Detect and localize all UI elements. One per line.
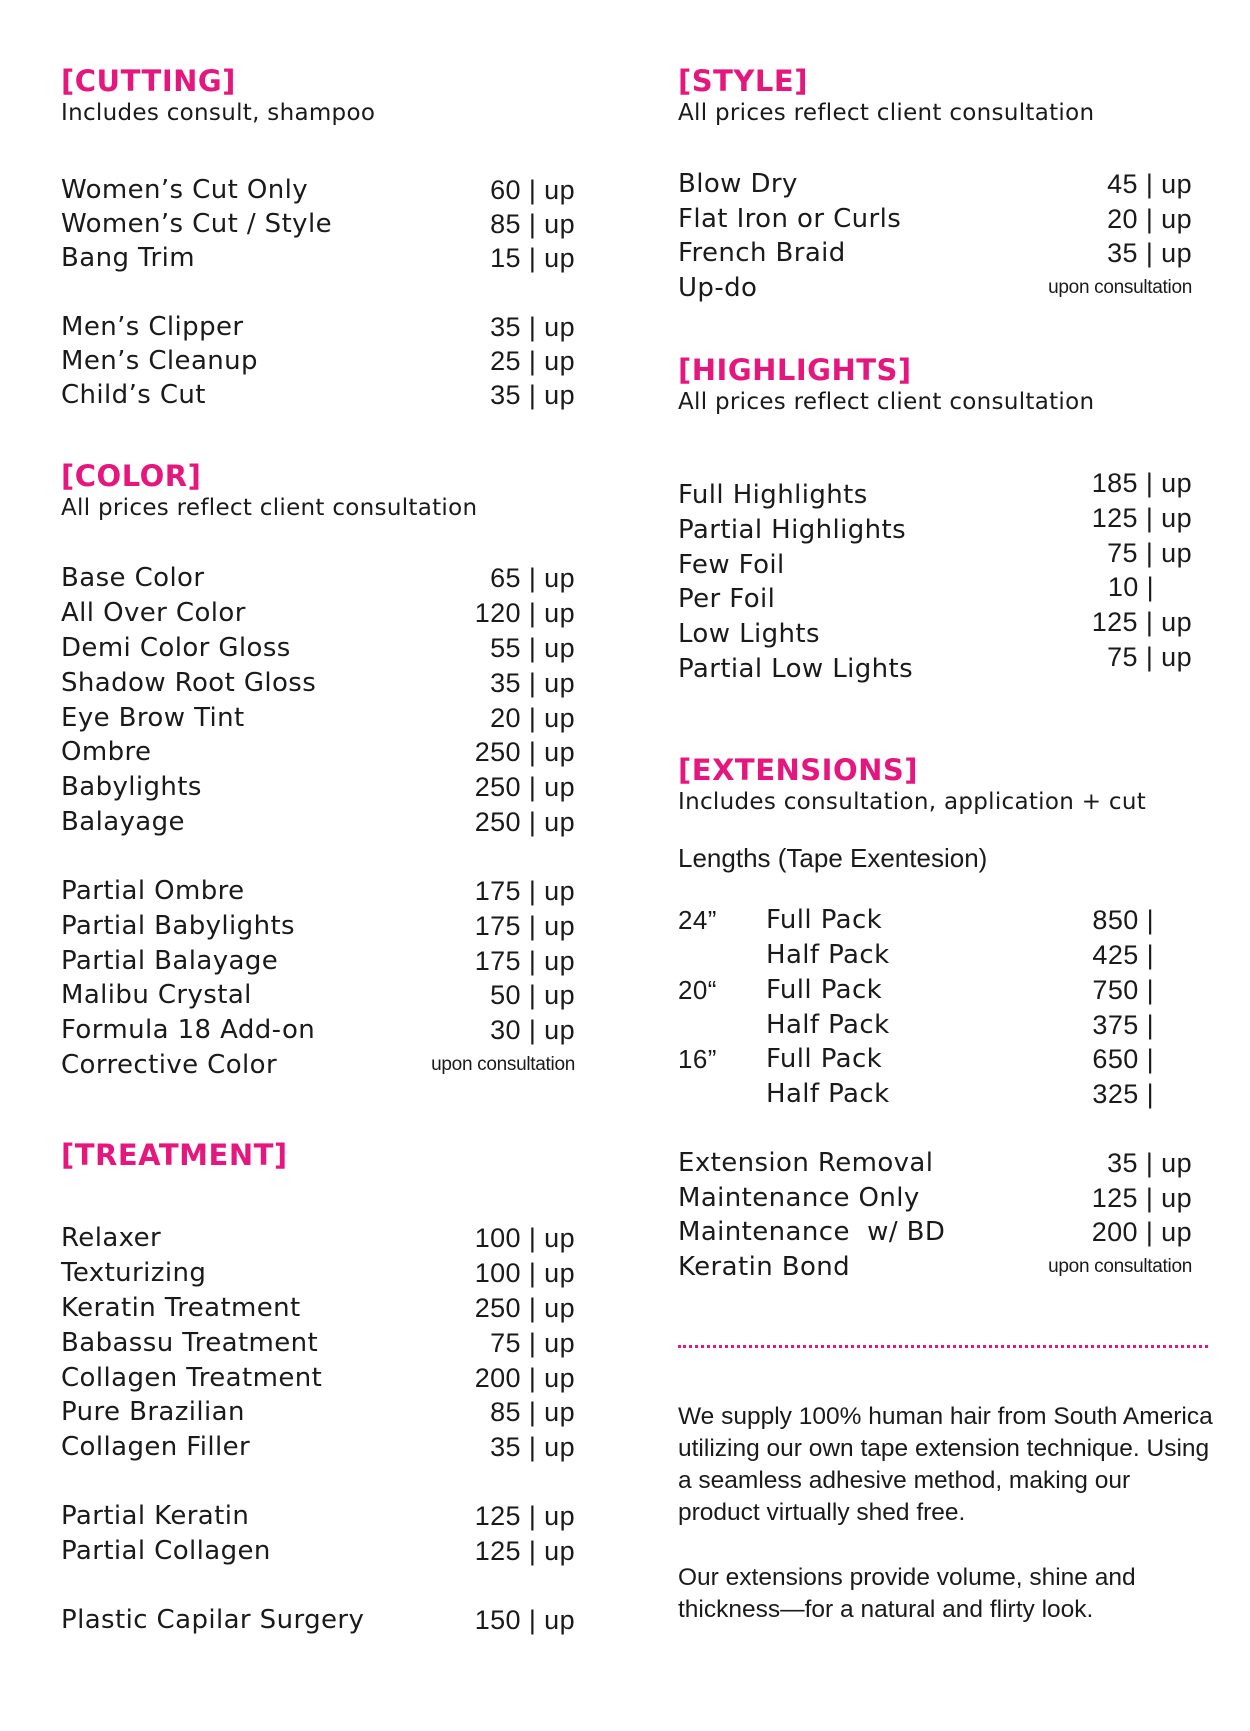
item-price: 125 | up [1091,607,1192,637]
list-item [61,1395,575,1429]
item-price: 20 | up [1107,204,1192,234]
pack-price: 425 | [1092,940,1154,970]
item-price: 25 | up [490,346,575,376]
pack-price: 325 | [1092,1079,1154,1109]
item-name: Extension Removal [678,1148,934,1178]
item-name: Babassu Treatment [61,1328,319,1358]
item-name: Partial Babylights [61,911,296,941]
item-price: upon consultation [1048,1256,1192,1277]
item-price: 200 | up [1091,1217,1192,1247]
table-row [678,903,1154,937]
item-price: 250 | up [474,772,575,802]
item-price: 85 | up [490,1397,575,1427]
item-name: Bang Trim [61,243,195,273]
item-price: 250 | up [474,807,575,837]
list-item [678,271,1192,305]
item-name: Men’s Cleanup [61,346,258,376]
item-name: Partial Low Lights [678,654,914,684]
item-price: upon consultation [431,1054,575,1075]
pack-price: 750 | [1092,975,1154,1005]
list-item [61,1013,575,1047]
item-name: Eye Brow Tint [61,703,245,733]
item-price: 35 | up [1107,238,1192,268]
pack-price: 650 | [1092,1044,1154,1074]
item-price: 35 | up [490,1432,575,1462]
list-item [61,207,575,241]
pack-name: Half Pack [766,1010,890,1040]
item-name: Babylights [61,772,202,802]
pack-price: 850 | [1092,905,1154,935]
list-item [61,1534,575,1568]
treatment-section [61,1138,575,1638]
item-name: Balayage [61,807,185,837]
list-item [678,1181,1192,1215]
pack-name: Half Pack [766,940,890,970]
list-item [678,1215,1192,1249]
item-price: 75 | up [490,1328,575,1358]
list-item [678,167,1192,201]
table-row [678,973,1154,1007]
pack-name: Full Pack [766,905,883,935]
item-price: 85 | up [490,209,575,239]
extension-services [678,1146,1192,1296]
list-item [61,1256,575,1290]
extensions-subtitle: Includes consultation, application + cut [678,789,1147,815]
item-price: 35 | up [490,380,575,410]
item-price: 120 | up [474,598,575,628]
list-item [61,1499,575,1533]
item-name: Corrective Color [61,1050,278,1080]
item-price: 185 | up [1091,468,1192,498]
item-price: 15 | up [490,243,575,273]
item-price: 35 | up [490,668,575,698]
list-item [61,805,575,839]
list-item [61,378,575,412]
item-name: Flat Iron or Curls [678,204,902,234]
highlights-title: [HIGHLIGHTS] [678,353,912,387]
item-name: Maintenance w/ BD [678,1217,946,1247]
list-item [61,561,575,595]
item-name: Women’s Cut / Style [61,209,332,239]
list-item [61,241,575,275]
extensions-title: [EXTENSIONS] [678,753,919,787]
list-item [61,1291,575,1325]
cutting-section [61,64,575,424]
item-name: Plastic Capilar Surgery [61,1605,365,1635]
item-name: Collagen Filler [61,1432,251,1462]
list-item [61,944,575,978]
list-item [61,735,575,769]
cutting-title: [CUTTING] [61,64,236,98]
list-item [61,310,575,344]
item-name: French Braid [678,238,846,268]
item-name: Maintenance Only [678,1183,920,1213]
lengths-label: Lengths (Tape Exentesion) [678,843,988,873]
list-item [61,1326,575,1360]
item-name: Partial Keratin [61,1501,250,1531]
color-subtitle: All prices reflect client consultation [61,495,478,521]
item-price: 125 | up [474,1536,575,1566]
item-name: Partial Highlights [678,515,907,545]
item-price: 65 | up [490,563,575,593]
item-name: Blow Dry [678,169,798,199]
item-name: Partial Ombre [61,876,245,906]
item-price: 125 | up [1091,503,1192,533]
item-name: Texturizing [61,1258,207,1288]
item-price: 125 | up [474,1501,575,1531]
item-name: Full Highlights [678,480,868,510]
list-item [678,642,1192,686]
pack-name: Full Pack [766,975,883,1005]
pack-name: Full Pack [766,1044,883,1074]
item-name: Up-do [678,273,758,303]
list-item [678,1146,1192,1180]
item-name: Men’s Clipper [61,312,244,342]
item-price: 100 | up [474,1223,575,1253]
item-price: 250 | up [474,1293,575,1323]
item-price: 75 | up [1107,538,1192,568]
list-item [61,909,575,943]
extensions-description: We supply 100% human hair from South America utilizing our own tape extension technique. Using a seamless adhesive method, making our product virtually shed free. [678,1403,1213,1526]
table-row [678,1008,1154,1042]
item-price: 60 | up [490,175,575,205]
extension-packs [678,903,1154,1123]
list-item [61,666,575,700]
item-name: Low Lights [678,619,820,649]
item-name: Shadow Root Gloss [61,668,317,698]
item-price: 35 | up [1107,1148,1192,1178]
pack-price: 375 | [1092,1010,1154,1040]
item-name: Few Foil [678,550,785,580]
item-name: Relaxer [61,1223,162,1253]
list-item [61,344,575,378]
highlights-section [678,353,1192,693]
item-name: Malibu Crystal [61,980,252,1010]
item-price: 75 | up [1107,642,1192,672]
item-price: 175 | up [474,946,575,976]
item-name: All Over Color [61,598,246,628]
list-item [61,1221,575,1255]
cutting-subtitle: Includes consult, shampoo [61,100,376,126]
item-price: 150 | up [474,1605,575,1635]
list-item [61,1048,575,1082]
list-item [678,1250,1192,1284]
item-name: Demi Color Gloss [61,633,291,663]
table-row [678,938,1154,972]
list-item [61,978,575,1012]
item-price: 10 | [1107,572,1154,602]
style-section [678,64,1192,314]
style-subtitle: All prices reflect client consultation [678,100,1095,126]
style-title: [STYLE] [678,64,808,98]
color-title: [COLOR] [61,459,202,493]
list-item [61,596,575,630]
item-price: 250 | up [474,737,575,767]
item-price: 175 | up [474,911,575,941]
item-price: 175 | up [474,876,575,906]
item-name: Formula 18 Add-on [61,1015,316,1045]
list-item [61,1361,575,1395]
table-row [678,1042,1154,1076]
dotted-divider [678,1345,1208,1348]
item-name: Pure Brazilian [61,1397,245,1427]
color-section [61,459,575,1079]
list-item [61,770,575,804]
pack-name: Half Pack [766,1079,890,1109]
item-price: 30 | up [490,1015,575,1045]
item-price: 50 | up [490,980,575,1010]
highlights-subtitle: All prices reflect client consultation [678,389,1095,415]
item-name: Women’s Cut Only [61,175,309,205]
item-price: upon consultation [1048,277,1192,298]
length-value: 16” [678,1044,717,1074]
item-name: Base Color [61,563,205,593]
list-item [678,236,1192,270]
item-name: Partial Balayage [61,946,279,976]
treatment-title: [TREATMENT] [61,1138,288,1172]
item-name: Per Foil [678,584,776,614]
item-name: Partial Collagen [61,1536,271,1566]
item-price: 125 | up [1091,1183,1192,1213]
list-item [61,173,575,207]
item-name: Collagen Treatment [61,1363,323,1393]
list-item [678,202,1192,236]
list-item [61,1603,575,1637]
item-price: 45 | up [1107,169,1192,199]
item-name: Ombre [61,737,152,767]
item-name: Child’s Cut [61,380,206,410]
item-price: 100 | up [474,1258,575,1288]
list-item [61,1430,575,1464]
table-row [678,1077,1154,1111]
item-name: Keratin Bond [678,1252,851,1282]
extensions-section [678,753,1192,833]
list-item [61,874,575,908]
item-price: 20 | up [490,703,575,733]
item-name: Keratin Treatment [61,1293,301,1323]
length-value: 20“ [678,975,717,1005]
item-price: 55 | up [490,633,575,663]
length-value: 24” [678,905,717,935]
item-price: 200 | up [474,1363,575,1393]
list-item [61,631,575,665]
list-item [61,701,575,735]
item-price: 35 | up [490,312,575,342]
extensions-benefits: Our extensions provide volume, shine and thickness—for a natural and flirty look. [678,1564,1136,1623]
